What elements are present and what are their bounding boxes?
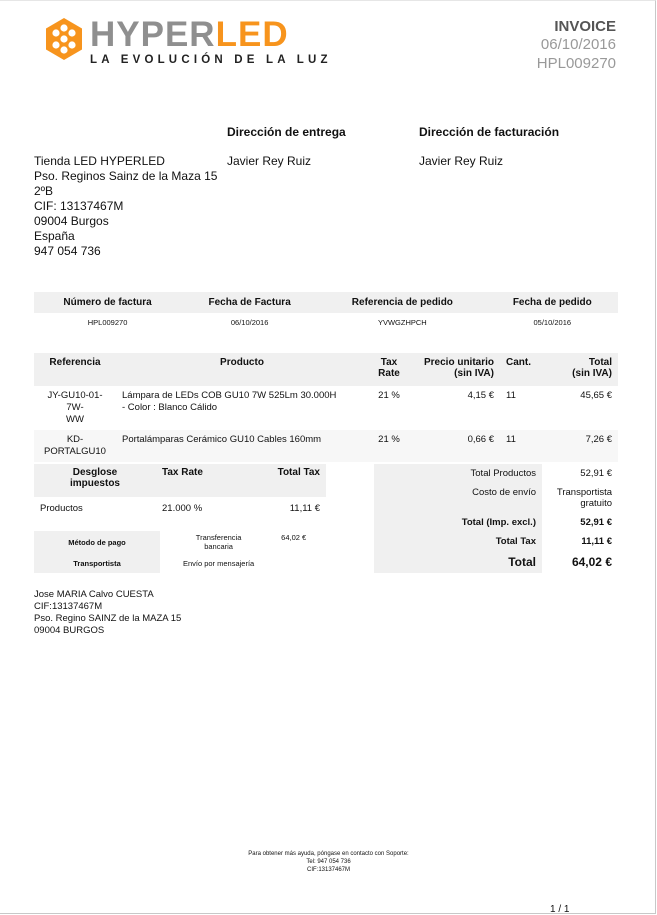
total-tax-value: 11,11 € [581,536,612,547]
hyperled-logo [42,15,332,75]
logo-tagline: LA EVOLUCIÓN DE LA LUZ [90,54,332,66]
payment-table [34,531,326,573]
order-info-header: Referencia de pedido [318,292,486,313]
table-row [34,430,618,462]
row-tax: 21 % [368,430,410,462]
support-footer: Para obtener más ayuda, póngase en contacto con Soporte: Tel: 947 054 736 CIF:13137467M [248,851,409,873]
row-reference: KD- PORTALGU10 [34,430,116,462]
col-header-reference: Referencia [34,353,116,386]
invoice-header [537,18,616,73]
customer-info: Jose MARIA Calvo CUESTA CIF:13137467M Pso. Regino SAINZ de la MAZA 15 09004 BURGOS [34,589,182,636]
order-info-value: YVWGZHPCH [377,317,427,327]
table-row [34,497,326,520]
row-product: Portalámparas Cerámico GU10 Cables 160mm [116,430,368,462]
invoice-date: 06/10/2016 [540,36,616,53]
row-qty: 11 [500,430,550,462]
tax-breakdown-table [34,464,326,520]
order-info-table [34,292,618,331]
total-products-value: 52,91 € [580,468,612,479]
total-excl-value: 52,91 € [580,517,612,528]
col-header-total: Total (sin IVA) [550,353,618,386]
carrier-label: Transportista [34,553,160,573]
col-header-breakdown: Desglose impuestos [34,464,156,497]
row-unit-price: 4,15 € [467,390,494,401]
row-reference: JY-GU10-01-7W- WW [47,390,103,425]
table-row [34,386,618,430]
col-header-qty: Cant. [500,353,550,386]
products-table [34,353,618,462]
order-info-header: Fecha de pedido [487,292,618,313]
row-total: 7,26 € [550,430,618,462]
order-info-value: 05/10/2016 [533,317,572,327]
shop-address: Tienda LED HYPERLED Pso. Reginos Sainz de la Maza 15 2ºB CIF: 13137467M 09004 Burgos España 947 054 736 [34,154,218,258]
total-products-label: Total Productos [374,464,542,483]
logo-wordmark: HYPERLED [90,15,289,54]
col-header-tax: Tax Rate [368,353,410,386]
order-info-value: 06/10/2016 [230,317,269,327]
payment-amount: 64,02 € [281,533,307,542]
shipping-cost-value: Transportista gratuito [556,487,612,509]
breakdown-total: 11,11 € [289,503,320,514]
total-tax-label: Total Tax [374,532,542,551]
page-number: 1 / 1 [550,904,570,915]
order-info-value: HPL009270 [87,317,128,327]
grand-total-value: 64,02 € [571,555,612,569]
breakdown-rate: 21.000 % [162,503,203,514]
row-qty: 11 [506,390,516,401]
billing-address: Javier Rey Ruiz [419,154,504,168]
total-excl-label: Total (Imp. excl.) [374,513,542,532]
col-header-total-tax: Total Tax [240,464,326,497]
row-tax: 21 % [378,390,400,401]
hexagon-logo-icon [42,17,86,61]
row-unit-price: 0,66 € [410,430,500,462]
totals-table [374,464,618,573]
billing-address-title: Dirección de facturación [419,125,560,139]
row-total: 45,65 € [580,390,612,401]
col-header-tax-rate: Tax Rate [156,464,240,497]
delivery-address: Javier Rey Ruiz [227,154,312,168]
row-product: Lámpara de LEDs COB GU10 7W 525Lm 30.000H - Color : Blanco Cálido [122,390,337,413]
invoice-number: HPL009270 [536,55,616,72]
breakdown-label: Productos [40,503,83,514]
col-header-unit-price: Precio unitario (sin IVA) [410,353,500,386]
grand-total-label: Total [374,551,542,573]
payment-method-label: Método de pago [34,531,160,553]
payment-method-value: Transferencia bancaria [195,533,242,551]
carrier-value: Envío por mensajería [182,558,255,568]
shipping-cost-label: Costo de envío [374,483,542,513]
order-info-header: Número de factura [34,292,181,313]
delivery-address-title: Dirección de entrega [227,125,346,139]
col-header-product: Producto [116,353,368,386]
invoice-title: INVOICE [554,18,616,35]
order-info-header: Fecha de Factura [181,292,318,313]
